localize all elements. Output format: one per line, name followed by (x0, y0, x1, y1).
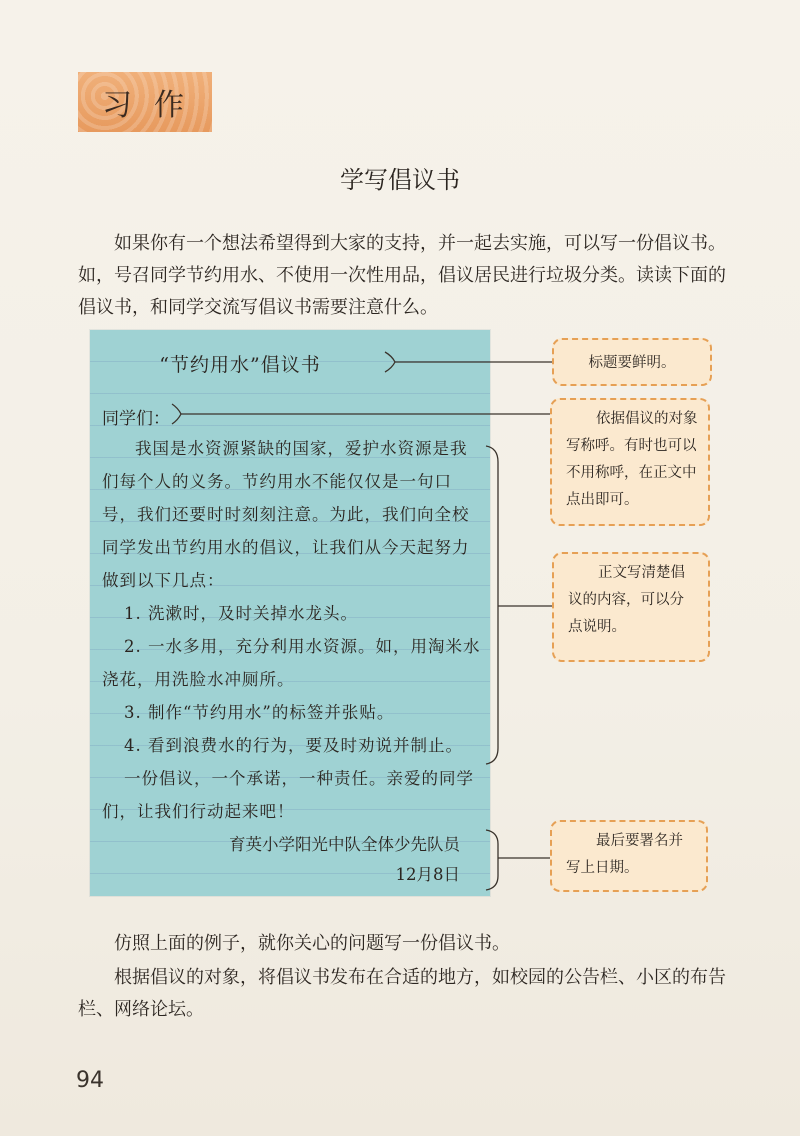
letter-point: 1. 洗漱时，及时关掉水龙头。 (124, 604, 358, 623)
title-note (552, 338, 712, 386)
letter-greeting: 同学们： (102, 409, 170, 429)
letter-paragraph: 我国是水资源紧缺的国家，爱护水资源是我们每个人的义务。节约用水不能仅仅是一句口号，我们还要时时刻刻注意。为此，我们向全校同学发出节约用水的倡议，让我们从今天起努力做到以下几点： (102, 439, 470, 590)
letter-point: 3. 制作“节约用水”的标签并张贴。 (124, 703, 395, 722)
letter-signature-block (229, 830, 460, 890)
letter-point: 4. 看到浪费水的行为，要及时劝说并制止。 (124, 736, 463, 755)
body-note (552, 552, 710, 662)
letter-point: 2. 一水多用，充分利用水资源。如，用淘米水浇花，用洗脸水冲厕所。 (102, 637, 481, 689)
outro-paragraph-2: 根据倡议的对象，将倡议书发布在合适的地方，如校园的公告栏、小区的布告栏、网络论坛。 (78, 967, 726, 1020)
letter-date: 12月8日 (395, 865, 460, 884)
greeting-note-text: 依据倡议的对象写称呼。有时也可以不用称呼，在正文中点出即可。 (566, 411, 698, 508)
greeting-note (550, 398, 710, 526)
signature-note (550, 820, 708, 892)
intro-paragraph: 如果你有一个想法希望得到大家的支持，并一起去实施，可以写一份倡议书。如，号召同学节约用水、不使用一次性用品，倡议居民进行垃圾分类。读读下面的倡议书，和同学交流写倡议书需要注意什么。 (78, 233, 726, 318)
letter-closing: 一份倡议，一个承诺，一种责任。亲爱的同学们，让我们行动起来吧！ (102, 769, 474, 821)
page-title: 学写倡议书 (340, 166, 460, 194)
section-label: 习作 (102, 88, 206, 123)
outro-paragraph-1: 仿照上面的例子，就你关心的问题写一份倡议书。 (114, 933, 510, 954)
section-badge (78, 72, 212, 132)
sample-letter (90, 330, 490, 896)
body-note-text: 正文写清楚倡议的内容，可以分点说明。 (568, 565, 685, 635)
signature-note-text: 最后要署名并写上日期。 (566, 833, 683, 876)
page-number: 94 (76, 1068, 104, 1093)
letter-signature: 育英小学阳光中队全体少先队员 (229, 835, 460, 854)
letter-body (102, 432, 482, 828)
title-note-text: 标题要鲜明。 (588, 355, 676, 371)
letter-title: “节约用水”倡议书 (159, 354, 321, 376)
